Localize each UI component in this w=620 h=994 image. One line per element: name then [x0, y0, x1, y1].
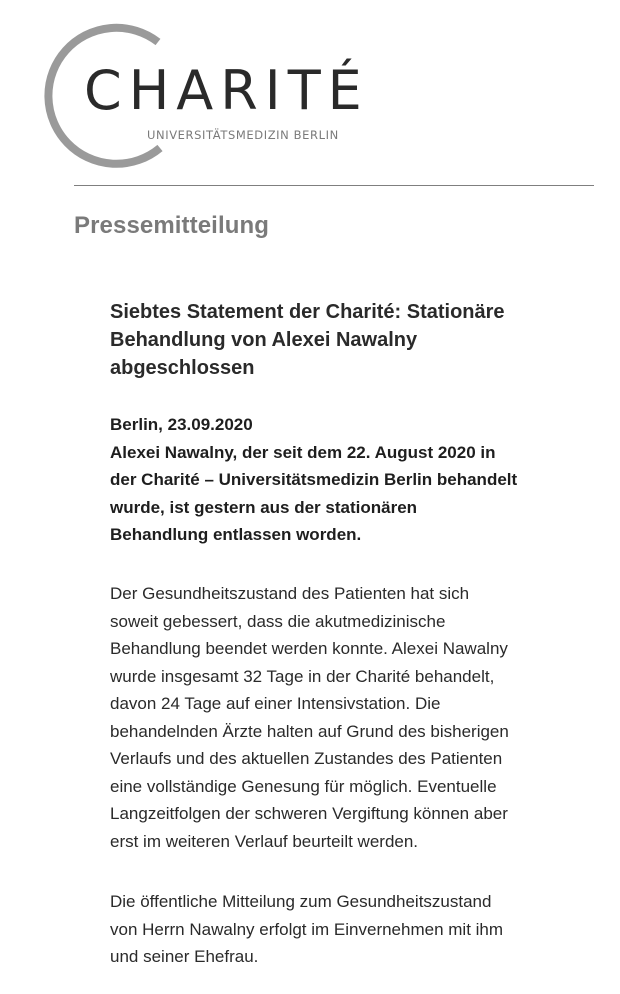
body-line: erst im weiteren Verlauf beurteilt werden.: [110, 831, 419, 851]
logo-wordmark: CHARITÉ: [84, 59, 369, 122]
dateline: Berlin, 23.09.2020: [110, 415, 253, 434]
section-label: Pressemitteilung: [74, 212, 269, 239]
body-line: und seiner Ehefrau.: [110, 947, 259, 966]
body-line: Langzeitfolgen der schweren Vergiftung können aber: [110, 804, 508, 823]
body-paragraph-1: [110, 580, 610, 855]
body-line: von Herrn Nawalny erfolgt im Einvernehmen mit ihm: [110, 919, 504, 939]
lead-line: Behandlung entlassen worden.: [110, 525, 362, 544]
lead-line: der Charité – Universitätsmedizin Berlin behandelt: [110, 470, 518, 489]
charite-logo: [0, 0, 620, 170]
header-divider: [74, 185, 594, 186]
headline-line: Siebtes Statement der Charité: Stationäre: [110, 301, 505, 323]
lead-paragraph: [110, 411, 610, 549]
body-line: Behandlung beendet werden konnte. Alexei Nawalny: [110, 639, 508, 658]
body-line: soweit gebessert, dass die akutmedizinische: [110, 611, 446, 631]
logo-subtitle: UNIVERSITÄTSMEDIZIN BERLIN: [147, 128, 339, 142]
body-line: eine vollständige Genesung für möglich. Eventuelle: [110, 776, 497, 796]
lead-line: Alexei Nawalny, der seit dem 22. August 2020 in: [110, 442, 496, 462]
body-line: Der Gesundheitszustand des Patienten hat sich: [110, 584, 470, 603]
press-headline: [110, 298, 610, 382]
body-line: wurde insgesamt 32 Tage in der Charité behandelt,: [110, 666, 495, 686]
body-line: Die öffentliche Mitteilung zum Gesundheitszustand: [110, 892, 492, 911]
lead-line: wurde, ist gestern aus der stationären: [110, 497, 418, 517]
headline-line: Behandlung von Alexei Nawalny: [110, 329, 418, 351]
body-line: Verlaufs und des aktuellen Zustandes des Patienten: [110, 749, 503, 768]
body-line: behandelnden Ärzte halten auf Grund des bisherigen: [110, 721, 509, 741]
body-line: davon 24 Tage auf einer Intensivstation. Die: [110, 694, 441, 713]
body-paragraph-2: [110, 888, 610, 971]
headline-line: abgeschlossen: [110, 357, 255, 379]
